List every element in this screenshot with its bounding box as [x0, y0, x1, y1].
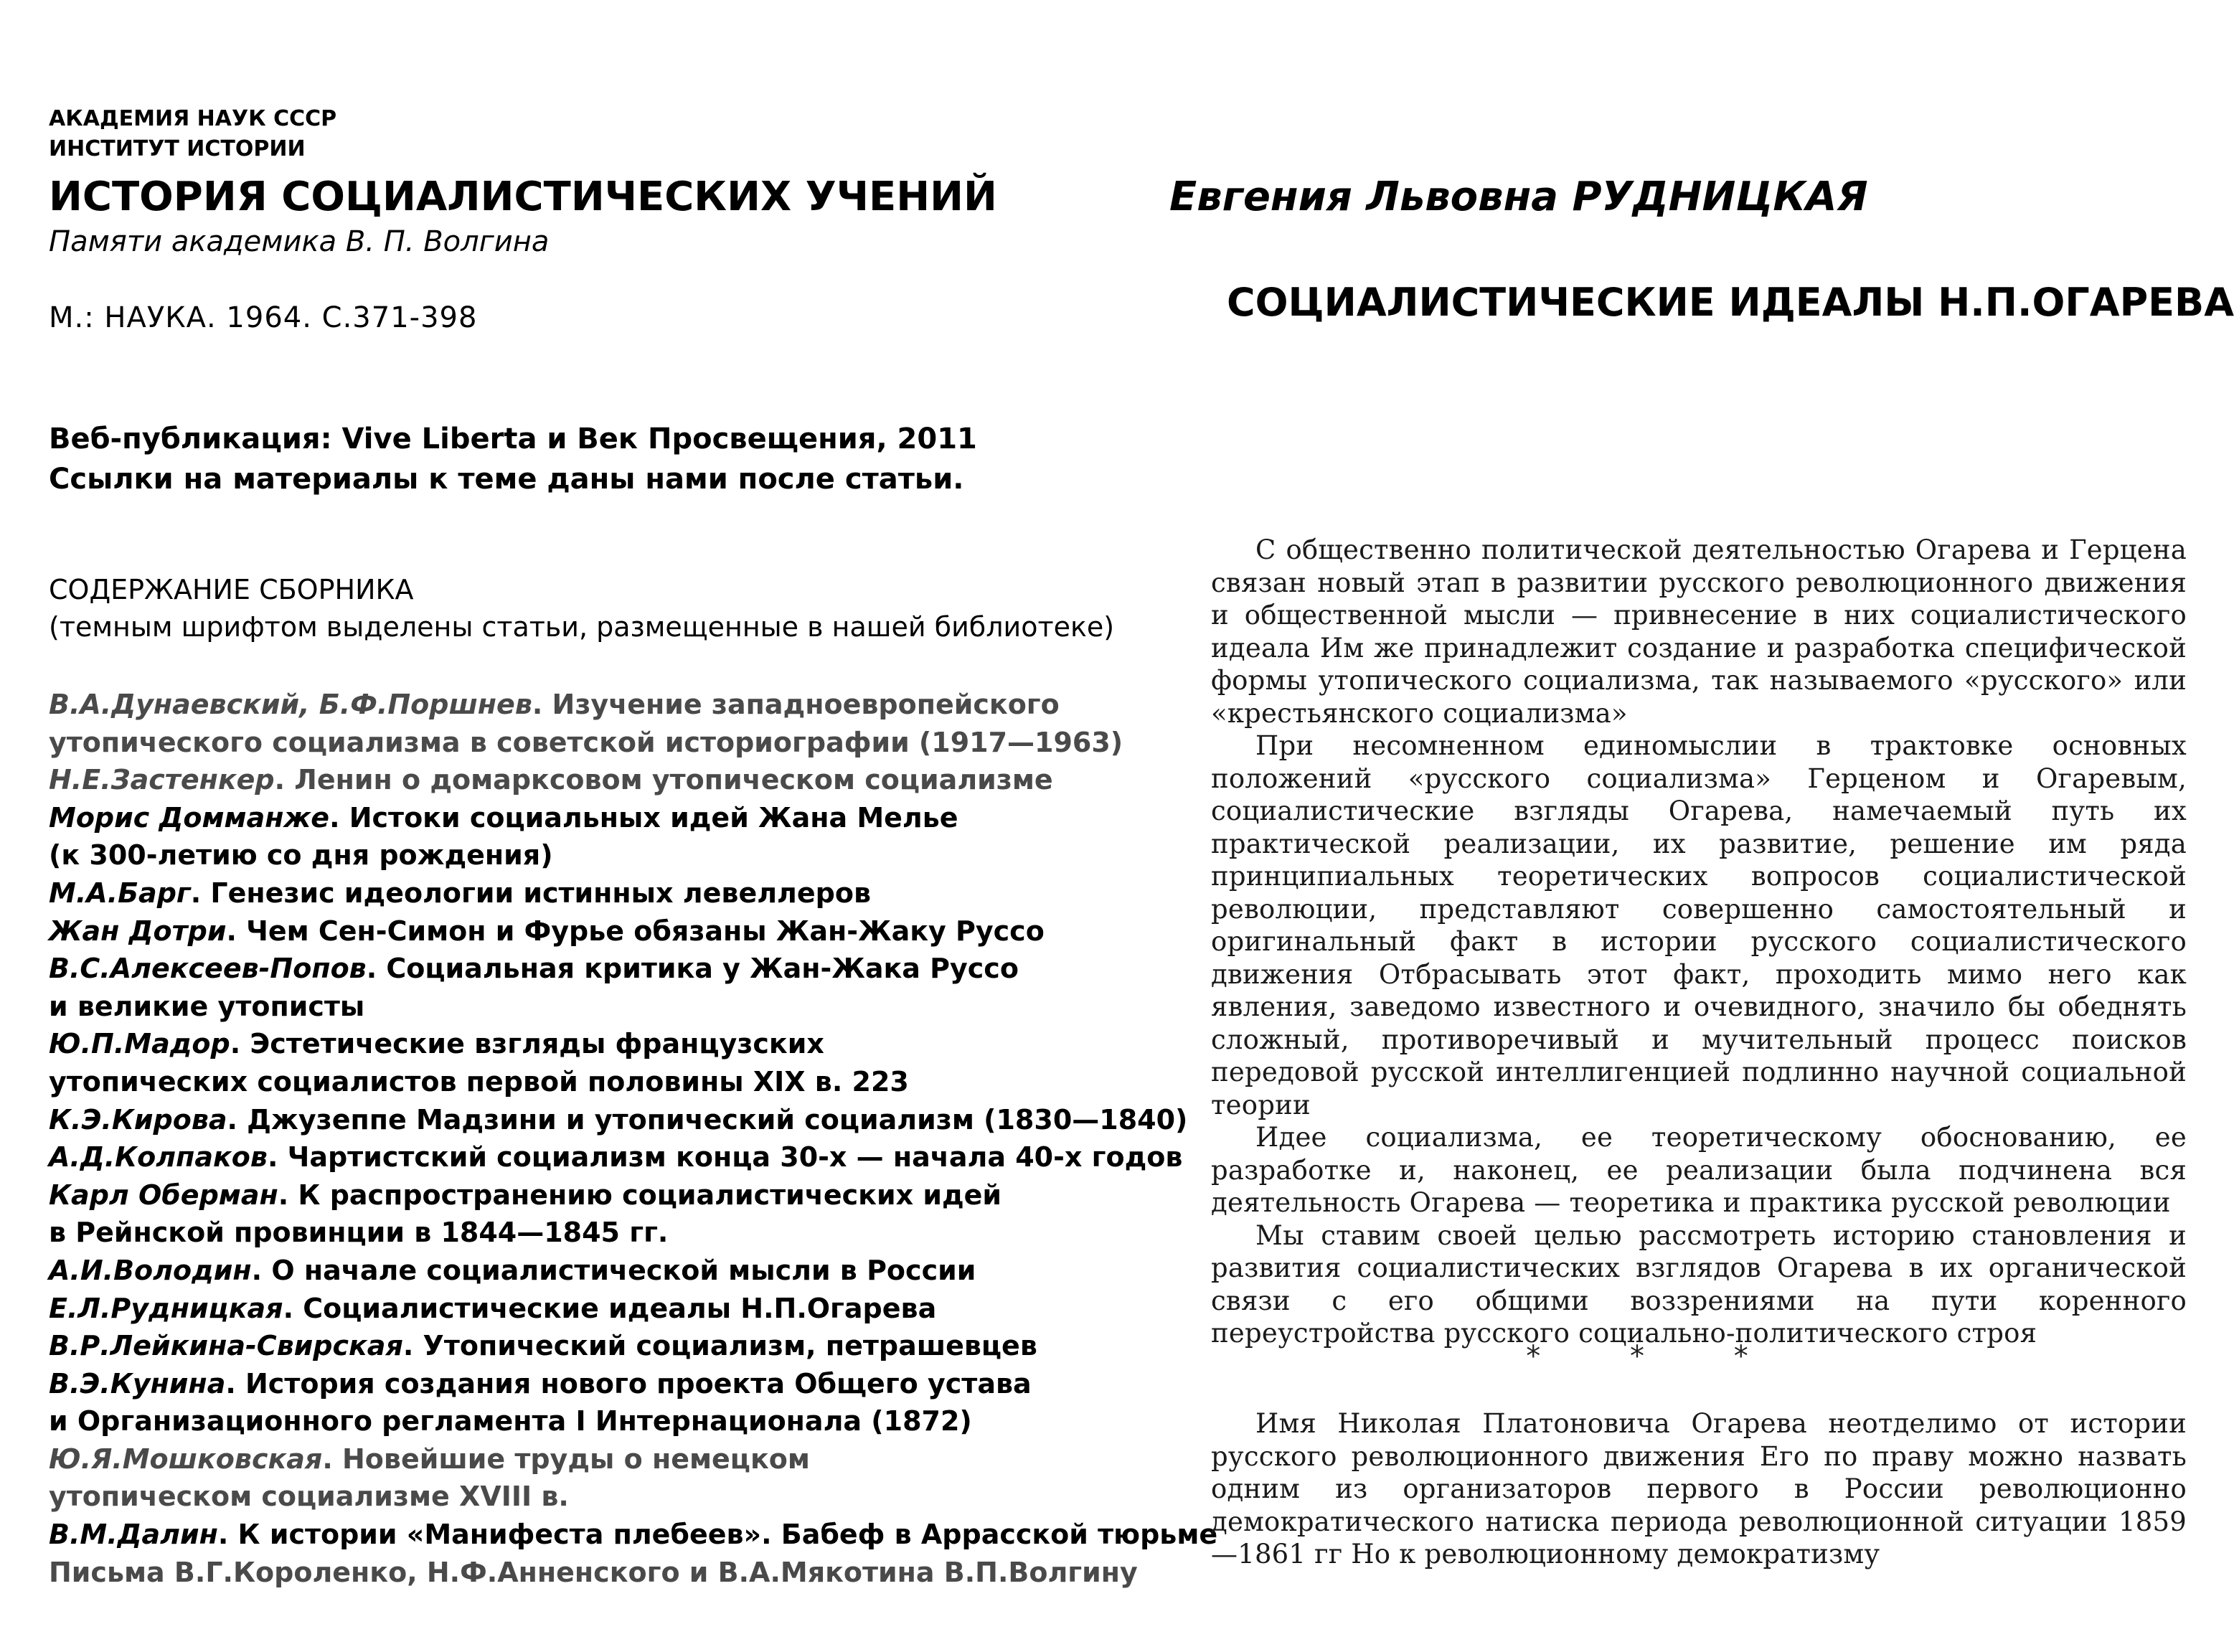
- toc-item: [49, 1478, 1217, 1516]
- toc-item-author: В.Р.Лейкина-Свирская: [49, 1330, 403, 1362]
- section-separator: * * *: [1526, 1340, 1788, 1373]
- toc-item: [49, 1402, 1217, 1440]
- references-note-line: Ссылки на материалы к теме даны нами после статьи.: [49, 463, 964, 496]
- toc-item-title: утопических социалистов первой половины XIX в. 223: [49, 1065, 909, 1098]
- toc-item: [49, 1176, 1217, 1214]
- toc-item-author: К.Э.Кирова: [49, 1103, 227, 1136]
- toc-item: [49, 1554, 1217, 1592]
- toc-item-title: . Ленин о домарксовом утопическом социализме: [274, 764, 1053, 796]
- toc-item-author: В.М.Далин: [49, 1519, 218, 1551]
- toc-item-title: . Социалистические идеалы Н.П.Огарева: [283, 1292, 937, 1324]
- toc-item-title: Письма В.Г.Короленко, Н.Ф.Анненского и В.А.Мякотина В.П.Волгину: [49, 1556, 1138, 1588]
- toc-item: [49, 1101, 1217, 1139]
- toc-item: [49, 1025, 1217, 1063]
- toc-item-author: Е.Л.Рудницкая: [49, 1292, 283, 1324]
- toc-item: [49, 761, 1217, 799]
- article-title: СОЦИАЛИСТИЧЕСКИЕ ИДЕАЛЫ Н.П.ОГАРЕВА: [1227, 280, 2234, 325]
- contents-header: [49, 571, 1114, 646]
- toc-item-title: . Генезис идеологии истинных левеллеров: [190, 877, 872, 909]
- article-paragraph: Идее социализма, ее теоретическому обоснованию, ее разработке и, наконец, ее реализации была подчинена вся деятельность Огарева — теоретика и практика русской революции: [1211, 1122, 2187, 1218]
- toc-item-title: утопического социализма в советской историографии (1917—1963): [49, 726, 1123, 758]
- toc-item: [49, 1063, 1217, 1101]
- article-paragraph: Мы ставим своей целью рассмотреть историю становления и развития социалистических взглядов Огарева в их органической связи с его общими воззрениями на пути коренного переустройства русского социально-политического строя: [1211, 1219, 2187, 1349]
- book-title: ИСТОРИЯ СОЦИАЛИСТИЧЕСКИХ УЧЕНИЙ: [49, 174, 997, 220]
- article-paragraph: При несомненном единомыслии в трактовке основных положений «русского социализма» Герценом и Огаревым, социалистические взгляды Огарева, намечаемый путь их практической реализации, их развитие, решение им ряда принципиальных теоретических вопросов социалистической революции, представляют совершенно самостоятельный и оригинальный факт в истории русского социалистического движения Отбрасывать этот факт, проходить мимо него как явления, заведомо известного и очевидного, значило бы обеднять сложный, противоречивый и мучительный процесс поисков передовой русской интеллигенцией подлинно научной социальной теории: [1211, 730, 2187, 1120]
- toc-item-title: . История создания нового проекта Общего устава: [225, 1367, 1032, 1400]
- institute-label: ИНСТИТУТ ИСТОРИИ: [49, 136, 306, 161]
- toc-item: [49, 988, 1217, 1026]
- contents-note: (темным шрифтом выделены статьи, размещенные в нашей библиотеке): [49, 611, 1115, 643]
- toc-item-title: . Истоки социальных идей Жана Мелье: [329, 801, 958, 834]
- toc-item-author: В.Э.Кунина: [49, 1367, 226, 1400]
- toc-item-title: . К истории «Манифеста плебеев». Бабеф в Аррасской тюрьме: [217, 1519, 1218, 1551]
- academy-label: АКАДЕМИЯ НАУК СССР: [49, 106, 337, 131]
- article-paragraph: С общественно политической деятельностью Огарева и Герцена связан новый этап в развитии русского революционного движения и общественной мысли — привнесение в них социалистического идеала Им же принадлежит создание и разработка специфической формы утопического социализма, так называемого «русского» или «крестьянского социализма»: [1211, 534, 2187, 729]
- article-body: [1211, 534, 2187, 1350]
- article-paragraph: Имя Николая Платоновича Огарева неотделимо от истории русского революционного движения Его по праву можно назвать одним из организаторов первого в России революционно демократического натиска периода революционной ситуации 1859—1861 гг Но к революционному демократизму: [1211, 1408, 2187, 1570]
- toc-item: [49, 1252, 1217, 1290]
- toc-item: [49, 912, 1217, 950]
- toc-item-author: В.С.Алексеев-Попов: [49, 953, 367, 985]
- toc-item: [49, 1214, 1217, 1252]
- web-publication-note: [49, 419, 977, 499]
- toc-item-title: . Утопический социализм, петрашевцев: [402, 1330, 1037, 1362]
- toc-item: [49, 1516, 1217, 1554]
- toc-item-author: Морис Домманже: [49, 801, 330, 834]
- toc-item: [49, 836, 1217, 874]
- toc-item-title: . Джузеппе Мадзини и утопический социализм (1830—1840): [227, 1103, 1188, 1136]
- toc-item: [49, 799, 1217, 837]
- toc-item: [49, 950, 1217, 988]
- toc-item-author: Ю.П.Мадор: [49, 1028, 230, 1060]
- book-dedication: Памяти академика В. П. Волгина: [49, 225, 550, 258]
- toc-item: [49, 874, 1217, 912]
- toc-item-author: Карл Оберман: [49, 1179, 278, 1211]
- toc-item: [49, 1440, 1217, 1478]
- toc-item-author: А.Д.Колпаков: [49, 1141, 268, 1174]
- toc-item-title: . Социальная критика у Жан-Жака Руссо: [366, 953, 1019, 985]
- toc-item-author: М.А.Барг: [49, 877, 191, 909]
- toc-item: [49, 1290, 1217, 1328]
- toc-item-author: А.И.Володин: [49, 1254, 252, 1286]
- table-of-contents: [49, 686, 1217, 1591]
- toc-item: [49, 1365, 1217, 1403]
- toc-item-title: . Эстетические взгляды французских: [230, 1028, 824, 1060]
- toc-item-title: . О начале социалистической мысли в России: [251, 1254, 976, 1286]
- toc-item-title: . Новейшие труды о немецком: [322, 1443, 810, 1475]
- contents-heading: СОДЕРЖАНИЕ СБОРНИКА: [49, 574, 414, 605]
- toc-item-title: . Чартистский социализм конца 30-х — начала 40-х годов: [267, 1141, 1183, 1174]
- toc-item-title: . К распространению социалистических идей: [278, 1179, 1002, 1211]
- toc-item-author: Жан Дотри: [49, 915, 227, 947]
- article-body-continued: [1211, 1407, 2187, 1571]
- toc-item: [49, 724, 1217, 762]
- toc-item-title: . Чем Сен-Симон и Фурье обязаны Жан-Жаку Руссо: [226, 915, 1045, 947]
- toc-item: [49, 1327, 1217, 1365]
- web-publication-line: Веб-публикация: Vive Liberta и Век Просвещения, 2011: [49, 423, 977, 456]
- article-author: Евгения Львовна РУДНИЦКАЯ: [1169, 174, 1868, 220]
- toc-item-title: и Организационного регламента I Интернационала (1872): [49, 1405, 972, 1438]
- toc-item-author: Ю.Я.Мошковская: [49, 1443, 323, 1475]
- toc-item-title: . Изучение западноевропейского: [532, 689, 1060, 720]
- toc-item: [49, 1138, 1217, 1176]
- toc-item-title: в Рейнской провинции в 1844—1845 гг.: [49, 1217, 669, 1249]
- toc-item-title: и великие утописты: [49, 990, 365, 1022]
- toc-item-author: Н.Е.Застенкер: [49, 764, 275, 796]
- toc-item: [49, 686, 1217, 724]
- toc-item-title: (к 300-летию со дня рождения): [49, 839, 553, 872]
- toc-item-author: В.А.Дунаевский, Б.Ф.Поршнев: [49, 689, 532, 720]
- toc-item-title: утопическом социализме XVIII в.: [49, 1481, 569, 1513]
- publication-info: М.: НАУКА. 1964. С.371-398: [49, 301, 478, 334]
